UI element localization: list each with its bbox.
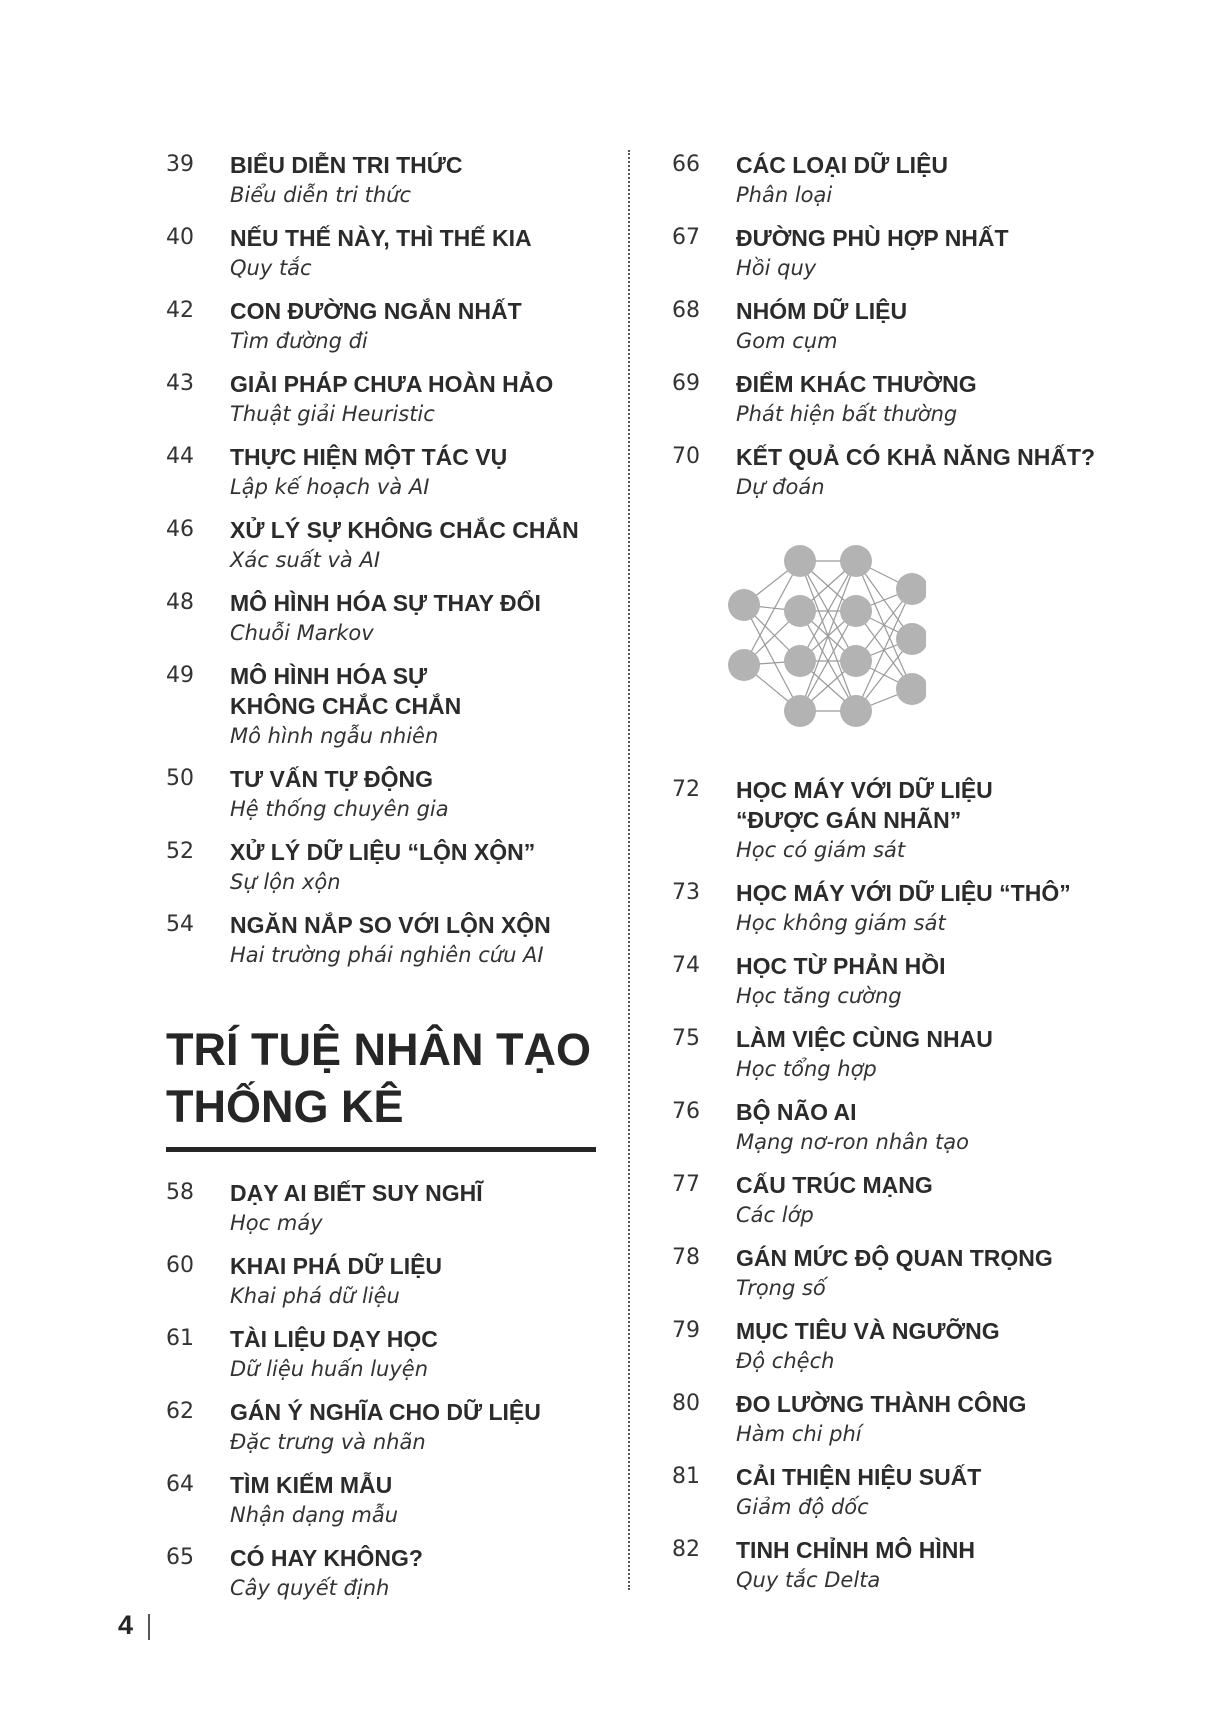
left-column <box>166 150 596 1616</box>
toc-entry <box>166 296 596 357</box>
toc-subtitle: Nhận dạng mẫu <box>230 1503 399 1527</box>
network-node <box>728 589 760 621</box>
toc-subtitle: Lập kế hoạch và AI <box>230 475 430 499</box>
toc-subtitle: Quy tắc Delta <box>736 1568 881 1592</box>
toc-title: ĐIỂM KHÁC THƯỜNG <box>736 371 977 397</box>
toc-title: ĐO LƯỜNG THÀNH CÔNG <box>736 1391 1027 1417</box>
toc-title: NGĂN NẮP SO VỚI LỘN XỘN <box>230 912 551 938</box>
toc-page-number: 79 <box>672 1318 700 1343</box>
toc-entry <box>166 910 596 971</box>
toc-page-number: 48 <box>166 590 194 615</box>
toc-subtitle: Phát hiện bất thường <box>736 402 958 426</box>
network-node <box>896 573 926 605</box>
toc-page-number: 40 <box>166 225 194 250</box>
column-divider <box>628 150 630 1590</box>
toc-entry <box>672 1462 1112 1523</box>
toc-title: GIẢI PHÁP CHƯA HOÀN HẢO <box>230 371 554 397</box>
toc-page-number: 82 <box>672 1537 700 1562</box>
toc-list-right-bottom <box>672 775 1112 1596</box>
toc-title: TƯ VẤN TỰ ĐỘNG <box>230 766 433 792</box>
toc-entry <box>672 1024 1112 1085</box>
toc-page-number: 66 <box>672 152 700 177</box>
toc-title: CẤU TRÚC MẠNG <box>736 1172 933 1198</box>
toc-entry <box>166 837 596 898</box>
toc-entry <box>672 1170 1112 1231</box>
toc-subtitle: Khai phá dữ liệu <box>230 1284 400 1308</box>
toc-page-number: 72 <box>672 777 700 802</box>
toc-entry <box>166 588 596 649</box>
network-node <box>840 645 872 677</box>
page-number-bar <box>148 1614 150 1640</box>
toc-subtitle: Chuỗi Markov <box>230 621 374 645</box>
toc-subtitle: Học có giám sát <box>736 838 906 862</box>
toc-entry <box>166 764 596 825</box>
network-node <box>784 545 816 577</box>
toc-page-number: 75 <box>672 1026 700 1051</box>
toc-entry <box>166 1397 596 1458</box>
toc-entry <box>166 1324 596 1385</box>
toc-subtitle: Mô hình ngẫu nhiên <box>230 724 439 748</box>
toc-page-number: 69 <box>672 371 700 396</box>
toc-subtitle: Các lớp <box>736 1203 814 1227</box>
toc-title: CON ĐƯỜNG NGẮN NHẤT <box>230 298 522 324</box>
toc-page-number: 67 <box>672 225 700 250</box>
toc-title: BIỂU DIỄN TRI THỨC <box>230 152 463 178</box>
toc-title: DẠY AI BIẾT SUY NGHĨ <box>230 1180 483 1206</box>
network-node <box>896 673 926 705</box>
toc-title: TINH CHỈNH MÔ HÌNH <box>736 1537 975 1563</box>
network-node <box>784 695 816 727</box>
toc-entry <box>672 775 1112 866</box>
toc-entry <box>672 1535 1112 1596</box>
toc-title: KHAI PHÁ DỮ LIỆU <box>230 1253 443 1279</box>
toc-title: GÁN Ý NGHĨA CHO DỮ LIỆU <box>230 1399 541 1425</box>
network-node <box>784 595 816 627</box>
toc-page-number: 62 <box>166 1399 194 1424</box>
toc-subtitle: Mạng nơ-ron nhân tạo <box>736 1130 969 1154</box>
toc-page-number: 78 <box>672 1245 700 1270</box>
toc-page-number: 50 <box>166 766 194 791</box>
toc-list-right-top <box>672 150 1112 503</box>
toc-title: CÁC LOẠI DỮ LIỆU <box>736 152 949 178</box>
toc-subtitle: Hai trường phái nghiên cứu AI <box>230 943 544 967</box>
toc-title: MỤC TIÊU VÀ NGƯỠNG <box>736 1318 1000 1344</box>
toc-entry <box>166 515 596 576</box>
toc-entry <box>166 1470 596 1531</box>
toc-page-number: 73 <box>672 880 700 905</box>
toc-entry <box>672 951 1112 1012</box>
toc-subtitle: Dữ liệu huấn luyện <box>230 1357 429 1381</box>
right-column <box>672 150 1112 1608</box>
toc-page-number: 39 <box>166 152 194 177</box>
toc-entry <box>166 1178 596 1239</box>
toc-entry <box>166 150 596 211</box>
toc-page-number: 46 <box>166 517 194 542</box>
toc-page-number: 44 <box>166 444 194 469</box>
toc-subtitle: Độ chệch <box>736 1349 835 1373</box>
toc-list-left-top <box>166 150 596 971</box>
toc-page-number: 52 <box>166 839 194 864</box>
toc-title: BỘ NÃO AI <box>736 1099 857 1125</box>
toc-title: TÀI LIỆU DẠY HỌC <box>230 1326 438 1352</box>
toc-entry <box>672 223 1112 284</box>
toc-entry <box>166 1251 596 1312</box>
toc-title: TÌM KIẾM MẪU <box>230 1472 393 1498</box>
toc-entry <box>672 369 1112 430</box>
toc-entry <box>166 369 596 430</box>
toc-subtitle: Dự đoán <box>736 475 825 499</box>
network-node <box>840 595 872 627</box>
network-node <box>840 695 872 727</box>
section-heading: TRÍ TUỆ NHÂN TẠO THỐNG KÊ <box>166 1021 596 1152</box>
toc-entry <box>672 1097 1112 1158</box>
toc-entry <box>672 150 1112 211</box>
toc-page-number: 42 <box>166 298 194 323</box>
toc-subtitle: Học tăng cường <box>736 984 902 1008</box>
toc-title: THỰC HIỆN MỘT TÁC VỤ <box>230 444 508 470</box>
toc-subtitle: Gom cụm <box>736 329 838 353</box>
toc-subtitle: Xác suất và AI <box>230 548 381 572</box>
toc-title: KẾT QUẢ CÓ KHẢ NĂNG NHẤT? <box>736 444 1096 470</box>
toc-page-number: 74 <box>672 953 700 978</box>
toc-title: ĐƯỜNG PHÙ HỢP NHẤT <box>736 225 1009 251</box>
toc-list-left-bottom <box>166 1178 596 1604</box>
toc-entry <box>672 1389 1112 1450</box>
toc-title: CÓ HAY KHÔNG? <box>230 1545 423 1571</box>
toc-page-number: 64 <box>166 1472 194 1497</box>
toc-title: CẢI THIỆN HIỆU SUẤT <box>736 1464 982 1490</box>
toc-entry <box>166 661 596 752</box>
toc-subtitle: Đặc trưng và nhãn <box>230 1430 426 1454</box>
toc-page-number: 43 <box>166 371 194 396</box>
toc-page-number: 76 <box>672 1099 700 1124</box>
toc-entry <box>672 1316 1112 1377</box>
toc-page-number: 81 <box>672 1464 700 1489</box>
network-node <box>728 649 760 681</box>
toc-page-number: 60 <box>166 1253 194 1278</box>
toc-title: XỬ LÝ SỰ KHÔNG CHẮC CHẮN <box>230 517 579 543</box>
toc-page-number: 77 <box>672 1172 700 1197</box>
toc-title: NẾU THẾ NÀY, THÌ THẾ KIA <box>230 225 532 251</box>
toc-subtitle: Học tổng hợp <box>736 1057 877 1081</box>
toc-subtitle: Hệ thống chuyên gia <box>230 797 449 821</box>
toc-page-number: 65 <box>166 1545 194 1570</box>
toc-title: XỬ LÝ DỮ LIỆU “LỘN XỘN” <box>230 839 536 865</box>
toc-title: HỌC MÁY VỚI DỮ LIỆU “ĐƯỢC GÁN NHÃN” <box>736 777 993 833</box>
toc-entry <box>672 296 1112 357</box>
network-node <box>840 545 872 577</box>
toc-page-number: 80 <box>672 1391 700 1416</box>
toc-page-number: 58 <box>166 1180 194 1205</box>
toc-subtitle: Quy tắc <box>230 256 312 280</box>
toc-subtitle: Thuật giải Heuristic <box>230 402 435 426</box>
neural-network-icon <box>726 543 926 733</box>
toc-page-number: 68 <box>672 298 700 323</box>
toc-entry <box>166 1543 596 1604</box>
network-node <box>784 645 816 677</box>
toc-entry <box>672 1243 1112 1304</box>
toc-page-number: 61 <box>166 1326 194 1351</box>
toc-title: HỌC TỪ PHẢN HỒI <box>736 953 946 979</box>
toc-subtitle: Trọng số <box>736 1276 826 1300</box>
toc-subtitle: Biểu diễn tri thức <box>230 183 411 207</box>
toc-title: MÔ HÌNH HÓA SỰ KHÔNG CHẮC CHẮN <box>230 663 462 719</box>
toc-subtitle: Hàm chi phí <box>736 1422 862 1446</box>
toc-title: GÁN MỨC ĐỘ QUAN TRỌNG <box>736 1245 1053 1271</box>
toc-title: HỌC MÁY VỚI DỮ LIỆU “THÔ” <box>736 880 1071 906</box>
toc-title: LÀM VIỆC CÙNG NHAU <box>736 1026 993 1052</box>
toc-subtitle: Giảm độ dốc <box>736 1495 869 1519</box>
toc-entry <box>672 878 1112 939</box>
toc-subtitle: Tìm đường đi <box>230 329 368 353</box>
toc-title: NHÓM DỮ LIỆU <box>736 298 908 324</box>
toc-page-number: 49 <box>166 663 194 688</box>
toc-subtitle: Cây quyết định <box>230 1576 390 1600</box>
toc-subtitle: Sự lộn xộn <box>230 870 341 894</box>
toc-title: MÔ HÌNH HÓA SỰ THAY ĐỔI <box>230 590 541 616</box>
page-number: 4 <box>118 1610 134 1640</box>
toc-entry <box>166 442 596 503</box>
toc-subtitle: Phân loại <box>736 183 833 207</box>
toc-subtitle: Hồi quy <box>736 256 817 280</box>
toc-subtitle: Học máy <box>230 1211 323 1235</box>
toc-subtitle: Học không giám sát <box>736 911 946 935</box>
toc-page-number: 70 <box>672 444 700 469</box>
toc-entry <box>166 223 596 284</box>
toc-page-number: 54 <box>166 912 194 937</box>
toc-entry <box>672 442 1112 503</box>
network-node <box>896 623 926 655</box>
